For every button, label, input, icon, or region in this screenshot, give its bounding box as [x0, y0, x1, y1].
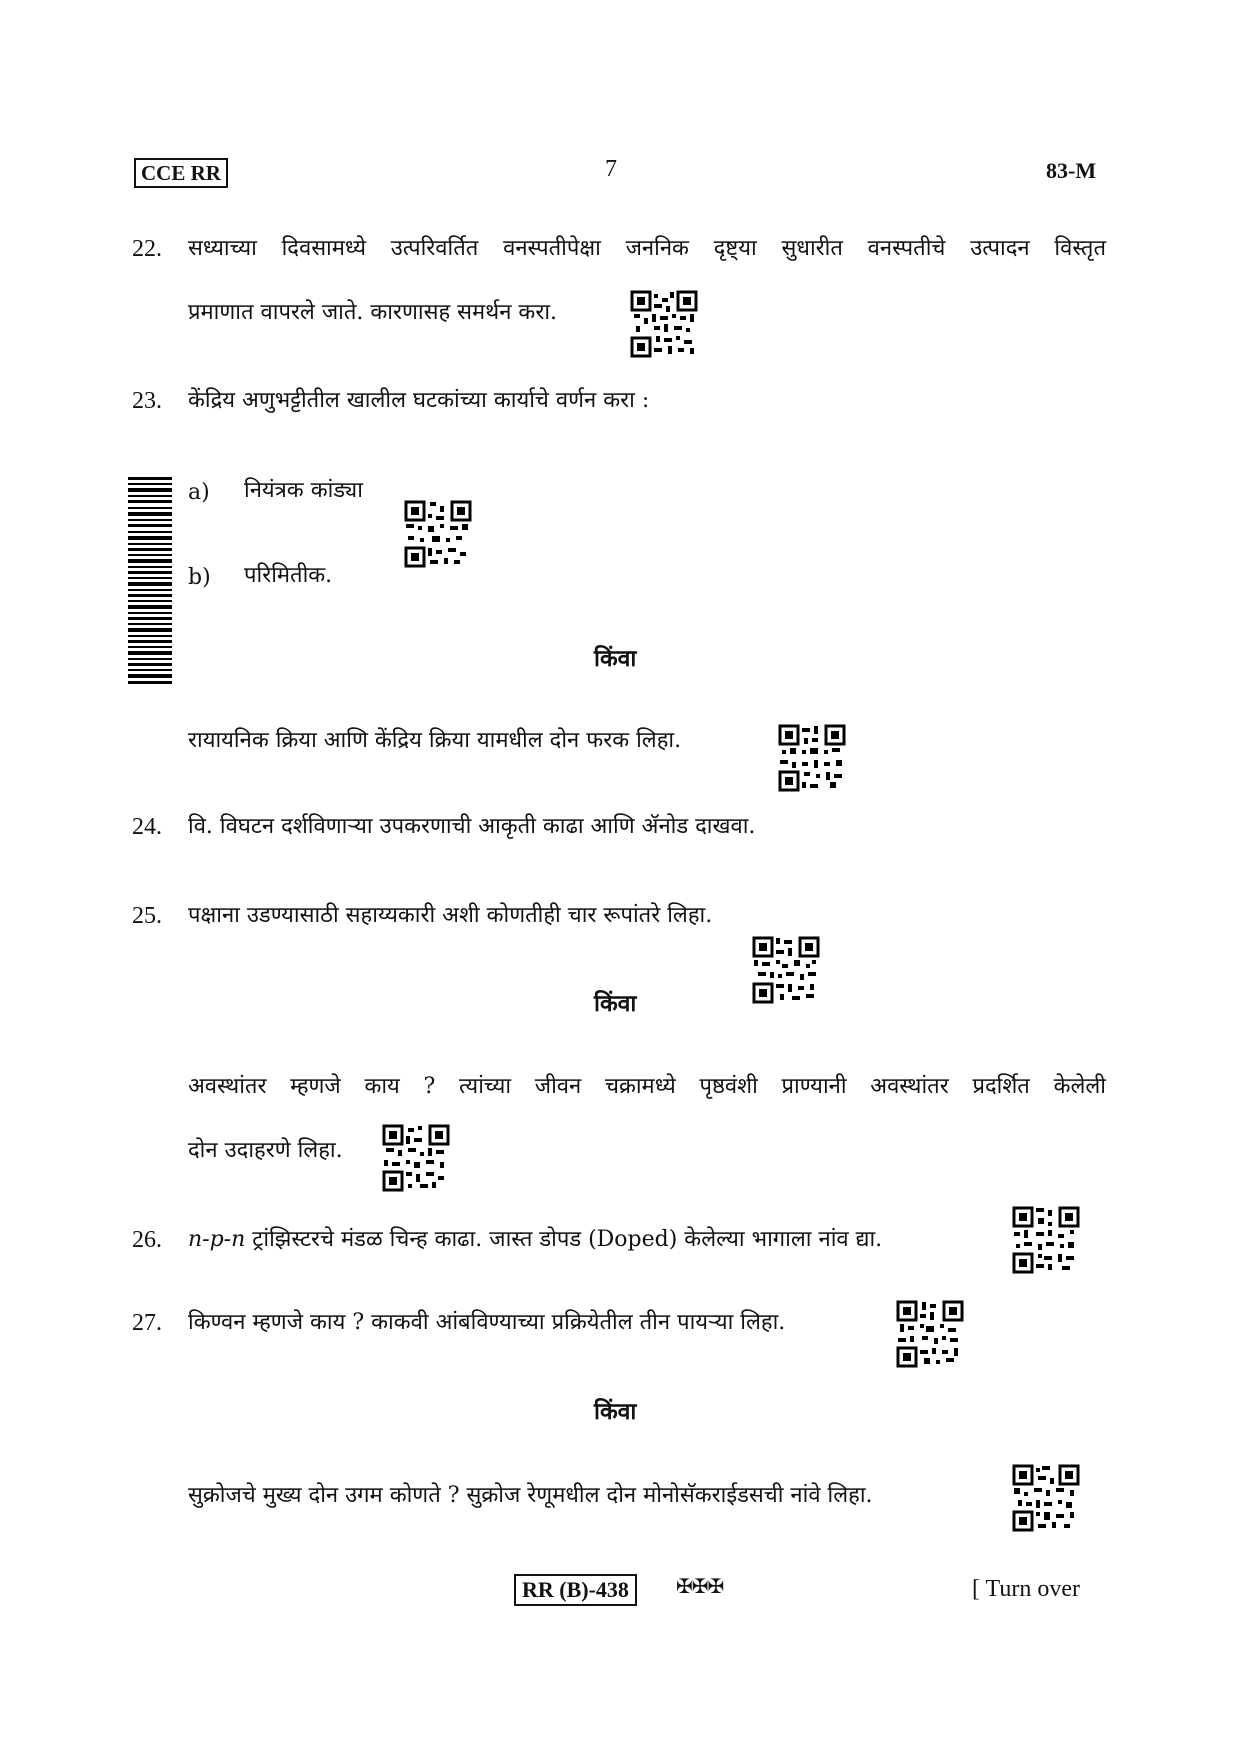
exam-code-box: CCE RR — [134, 158, 228, 188]
turn-over-note: [ Turn over — [972, 1576, 1081, 1602]
q26-text — [188, 1225, 882, 1255]
qr-code-icon — [752, 936, 820, 1004]
q22-line2: प्रमाणात वापरले जाते. कारणासह समर्थन करा. — [188, 300, 558, 325]
question-number-25: 25. — [132, 903, 162, 929]
q23-option-b-text: परिमितीक. — [244, 563, 333, 588]
q25-alt-line2: दोन उदाहरणे लिहा. — [188, 1138, 343, 1163]
qr-code-icon — [896, 1300, 964, 1368]
qr-code-icon — [778, 724, 846, 792]
q23-option-b-label: b) — [188, 565, 211, 590]
question-number-24: 24. — [132, 814, 162, 840]
q23-option-a-label: a) — [188, 480, 210, 505]
q23-option-a-text: नियंत्रक कांड्या — [244, 478, 363, 503]
question-number-26: 26. — [132, 1227, 162, 1253]
qr-code-icon — [1012, 1464, 1080, 1532]
q27-text: किण्वन म्हणजे काय ? काकवी आंबविण्याच्या प्रक्रियेतील तीन पायऱ्या लिहा. — [188, 1310, 786, 1335]
q25-text: पक्षाना उडण्यासाठी सहाय्यकारी अशी कोणतीही चार रूपांतरे लिहा. — [188, 903, 713, 928]
page-number: 7 — [605, 156, 617, 182]
q22-line1: सध्याच्या दिवसामध्ये उत्परिवर्तित वनस्पतीपेक्षा जननिक दृष्ट्या सुधारीत वनस्पतीचे उत्पादन विस्तृत — [188, 236, 1106, 261]
qr-code-icon — [382, 1124, 450, 1192]
or-separator: किंवा — [594, 645, 637, 672]
q27-alternative: सुक्रोजचे मुख्य दोन उगम कोणते ? सुक्रोज रेणूमधील दोन मोनोसॅकराईडसची नांवे लिहा. — [188, 1483, 873, 1508]
or-separator: किंवा — [594, 1398, 637, 1425]
question-number-23: 23. — [132, 388, 162, 414]
qr-code-icon — [404, 500, 472, 568]
q25-alt-line1: अवस्थांतर म्हणजे काय ? त्यांच्या जीवन चक्रामध्ये पृष्ठवंशी प्राण्यानी अवस्थांतर प्रदर्शित केलेली — [188, 1074, 1106, 1099]
q24-text: वि. विघटन दर्शविणाऱ्या उपकरणाची आकृती काढा आणि ॲनोड दाखवा. — [188, 814, 756, 839]
q23-text: केंद्रिय अणुभट्टीतील खालील घटकांच्या कार्याचे वर्णन करा : — [188, 388, 650, 413]
or-separator: किंवा — [594, 990, 637, 1017]
barcode-icon — [128, 477, 172, 687]
q26-body: ट्रांझिस्टरचे मंडळ चिन्ह काढा. जास्त डोपड (Doped) केलेल्या भागाला नांव द्या. — [245, 1227, 883, 1252]
footer-ornament: ✠✠✠ — [676, 1574, 724, 1598]
npn-term: n-p-n — [188, 1227, 246, 1252]
paper-code: 83-M — [1046, 158, 1097, 183]
question-number-27: 27. — [132, 1310, 162, 1336]
question-number-22: 22. — [132, 236, 162, 262]
qr-code-icon — [1012, 1206, 1080, 1274]
footer-code-box: RR (B)-438 — [514, 1574, 637, 1606]
q23-alternative: रायायनिक क्रिया आणि केंद्रिय क्रिया यामधील दोन फरक लिहा. — [188, 728, 682, 753]
qr-code-icon — [630, 290, 698, 358]
